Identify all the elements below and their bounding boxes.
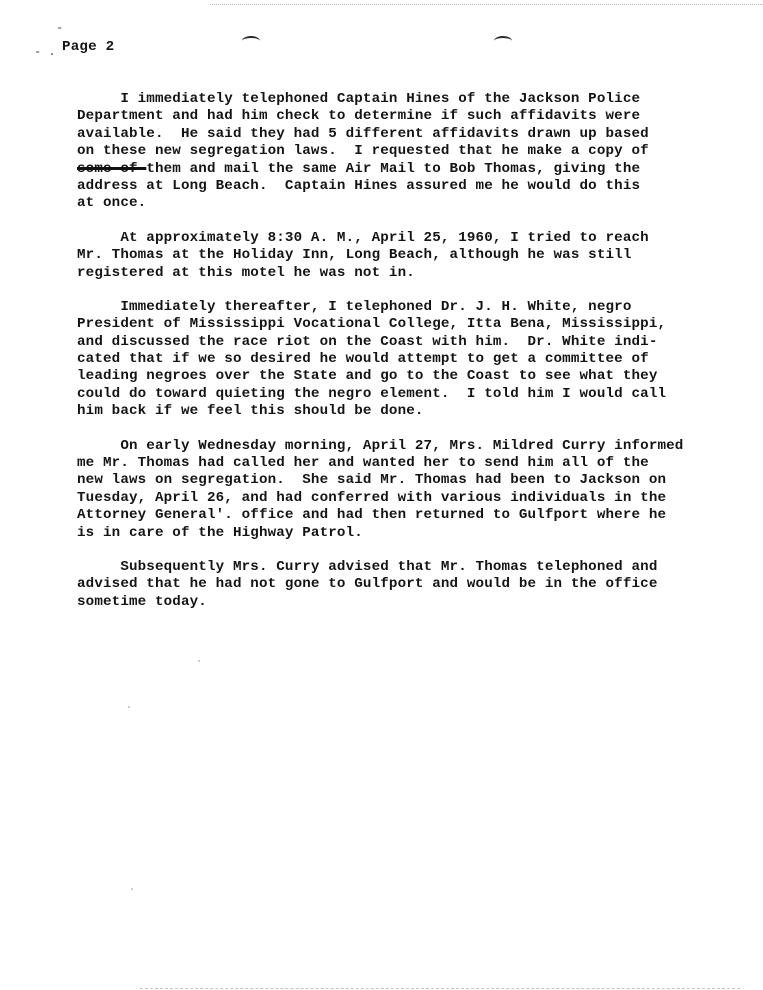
scan-edge-top bbox=[210, 4, 763, 5]
text-line: Subsequently Mrs. Curry advised that Mr. Thomas telephoned and bbox=[77, 558, 658, 575]
header-tick-mark bbox=[494, 36, 512, 46]
page-header: Page 2 bbox=[62, 39, 115, 55]
scan-speck bbox=[131, 888, 133, 890]
text-line: is in care of the Highway Patrol. bbox=[77, 524, 363, 541]
text-line: on these new segregation laws. I requested that he make a copy of bbox=[77, 143, 649, 160]
text-line: Attorney General'. office and had then returned to Gulfport where he bbox=[77, 507, 667, 524]
text-line: me Mr. Thomas had called her and wanted her to send him all of the bbox=[77, 455, 649, 472]
text-line-with-strikeout bbox=[77, 161, 757, 178]
paragraph bbox=[77, 559, 757, 611]
text-line: cated that if we so desired he would attempt to get a committee of bbox=[77, 351, 649, 368]
text-line: address at Long Beach. Captain Hines assured me he would do this bbox=[77, 177, 641, 194]
text-line: Tuesday, April 26, and had conferred with various individuals in the bbox=[77, 489, 667, 506]
text-line: and discussed the race riot on the Coast with him. Dr. White indi- bbox=[77, 333, 658, 350]
text-line: new laws on segregation. She said Mr. Thomas had been to Jackson on bbox=[77, 472, 667, 489]
text-line-rest: them and mail the same Air Mail to Bob Thomas, giving the bbox=[146, 160, 641, 177]
text-line: Department and had him check to determine if such affidavits were bbox=[77, 108, 641, 125]
paragraph bbox=[77, 91, 757, 213]
text-line: Immediately thereafter, I telephoned Dr. J. H. White, negro bbox=[77, 298, 632, 315]
scan-speck bbox=[128, 706, 130, 708]
margin-speck: - . bbox=[34, 45, 56, 59]
margin-speck: - bbox=[56, 21, 64, 35]
text-line: leading negroes over the State and go to the Coast to see what they bbox=[77, 368, 658, 385]
struck-text: some of bbox=[77, 160, 147, 177]
paragraph bbox=[77, 230, 757, 282]
scan-edge-bottom bbox=[140, 988, 740, 989]
text-line: sometime today. bbox=[77, 593, 207, 610]
paragraph bbox=[77, 299, 757, 421]
text-line: President of Mississippi Vocational College, Itta Bena, Mississippi, bbox=[77, 316, 667, 333]
scan-speck bbox=[198, 660, 200, 662]
text-line: at once. bbox=[77, 195, 147, 212]
header-tick-mark bbox=[242, 36, 260, 46]
text-line: available. He said they had 5 different affidavits drawn up based bbox=[77, 125, 649, 142]
paragraph bbox=[77, 438, 757, 542]
text-line: him back if we feel this should be done. bbox=[77, 403, 424, 420]
text-line: Mr. Thomas at the Holiday Inn, Long Beach, although he was still bbox=[77, 247, 632, 264]
text-line: advised that he had not gone to Gulfport and would be in the office bbox=[77, 576, 658, 593]
text-line: registered at this motel he was not in. bbox=[77, 264, 415, 281]
text-line: I immediately telephoned Captain Hines of the Jackson Police bbox=[77, 91, 641, 107]
text-line: At approximately 8:30 A. M., April 25, 1960, I tried to reach bbox=[77, 229, 649, 246]
letter-body bbox=[77, 91, 757, 628]
text-line: On early Wednesday morning, April 27, Mrs. Mildred Curry informed bbox=[77, 437, 684, 454]
text-line: could do toward quieting the negro element. I told him I would call bbox=[77, 385, 667, 402]
